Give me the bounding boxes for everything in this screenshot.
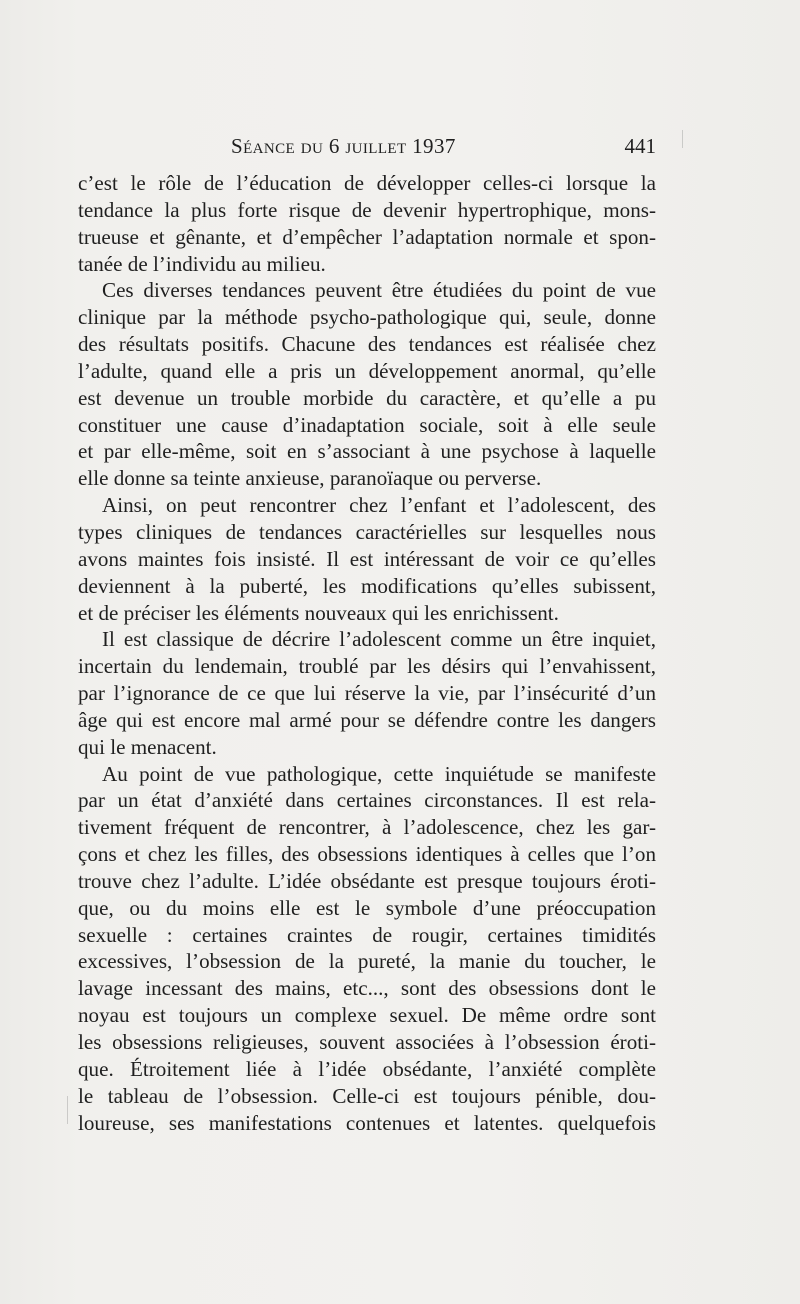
text-line: trueuse et gênante, et d’empêcher l’adaptation normale et spon- (78, 224, 656, 249)
text-line: est devenue un trouble morbide du caractère, et qu’elle a pu (78, 385, 656, 410)
text-line: âge qui est encore mal armé pour se défendre contre les dangers (78, 707, 656, 732)
text-line: noyau est toujours un complexe sexuel. De même ordre sont (78, 1003, 656, 1028)
text-line: tivement fréquent de rencontrer, à l’adolescence, chez les gar- (78, 815, 656, 840)
running-head: Séance du 6 juillet 1937 (231, 134, 456, 158)
paragraph-4 (78, 626, 656, 760)
text-line: Ainsi, on peut rencontrer chez l’enfant et l’adolescent, des (102, 493, 656, 518)
text-line: que. Étroitement liée à l’idée obsédante, l’anxiété complète (78, 1056, 656, 1081)
text-line: l’adulte, quand elle a pris un développement anormal, qu’elle (78, 358, 656, 383)
paragraph-5 (78, 761, 656, 1137)
text-line: tendance la plus forte risque de devenir hypertrophique, mons- (78, 197, 656, 222)
text-line: c’est le rôle de l’éducation de développer celles-ci lorsque la (78, 171, 656, 195)
page-number: 441 (624, 134, 656, 158)
page-header (78, 128, 656, 164)
text-line: Ces diverses tendances peuvent être étudiées du point de vue (102, 278, 656, 303)
text-line: çons et chez les filles, des obsessions identiques à celles que l’on (78, 842, 656, 867)
text-line: deviennent à la puberté, les modifications qu’elles subissent, (78, 573, 656, 598)
text-line: Au point de vue pathologique, cette inquiétude se manifeste (102, 761, 656, 786)
paragraph-2 (78, 277, 656, 492)
text-line: trouve chez l’adulte. L’idée obsédante est presque toujours éroti- (78, 868, 656, 893)
text-line: elle donne sa teinte anxieuse, paranoïaque ou perverse. (78, 466, 542, 491)
text-line: qui le menacent. (78, 734, 217, 759)
text-line: incertain du lendemain, troublé par les désirs qui l’envahissent, (78, 654, 656, 679)
paragraph-3 (78, 492, 656, 626)
text-line: le tableau de l’obsession. Celle-ci est toujours pénible, dou- (78, 1083, 656, 1108)
text-line: des résultats positifs. Chacune des tendances est réalisée chez (78, 332, 656, 357)
body-text (78, 170, 656, 1136)
text-line: et de préciser les éléments nouveaux qui les enrichissent. (78, 600, 559, 625)
text-line: constituer une cause d’inadaptation sociale, soit à elle seule (78, 412, 656, 437)
text-line: clinique par la méthode psycho-pathologique qui, seule, donne (78, 305, 656, 330)
text-line: que, ou du moins elle est le symbole d’une préoccupation (78, 895, 656, 920)
text-line: par l’ignorance de ce que lui réserve la vie, par l’insécurité d’un (78, 681, 656, 706)
text-line: Il est classique de décrire l’adolescent comme un être inquiet, (102, 627, 656, 652)
page-edge-mark (67, 1096, 68, 1124)
text-line: tanée de l’individu au milieu. (78, 251, 326, 276)
text-line: avons maintes fois insisté. Il est intéressant de voir ce qu’elles (78, 546, 656, 571)
text-line: loureuse, ses manifestations contenues et latentes. quelquefois (78, 1110, 656, 1135)
text-line: types cliniques de tendances caractérielles sur lesquelles nous (78, 519, 656, 544)
text-line: excessives, l’obsession de la pureté, la manie du toucher, le (78, 949, 656, 974)
text-line: les obsessions religieuses, souvent associées à l’obsession éroti- (78, 1030, 656, 1054)
paragraph-1 (78, 170, 656, 277)
text-line: sexuelle : certaines craintes de rougir, certaines timidités (78, 922, 656, 947)
text-line: et par elle-même, soit en s’associant à une psychose à laquelle (78, 439, 656, 464)
page-edge-mark (682, 130, 683, 148)
text-line: par un état d’anxiété dans certaines circonstances. Il est rela- (78, 788, 656, 813)
text-line: lavage incessant des mains, etc..., sont des obsessions dont le (78, 976, 656, 1001)
